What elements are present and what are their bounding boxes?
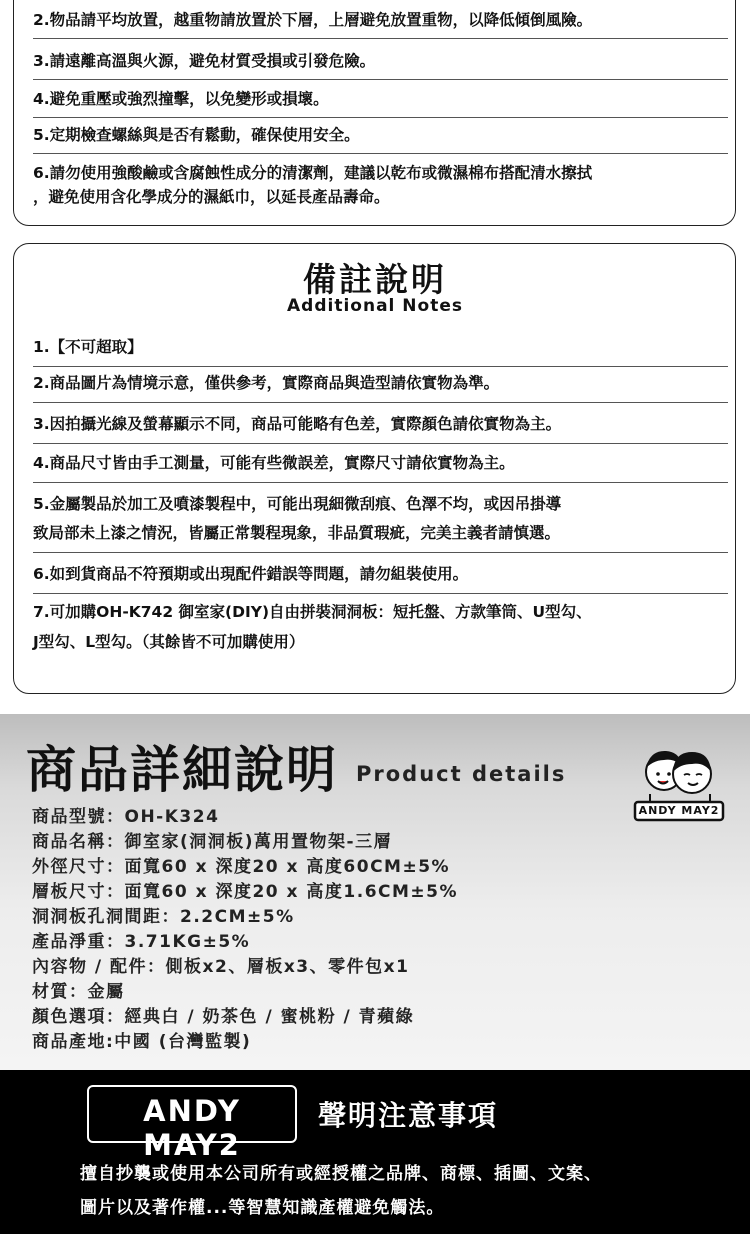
care-item-4: 4.避免重壓或強烈撞擊，以免變形或損壞。 (33, 87, 728, 118)
note-item-3: 3.因拍攝光線及螢幕顯示不同，商品可能略有色差，實際顏色請依實物為主。 (33, 409, 728, 444)
note-item-6: 6.如到貨商品不符預期或出現配件錯誤等問題，請勿組裝使用。 (33, 559, 728, 594)
spec-weight: 產品淨重：3.71KG±5% (32, 932, 251, 952)
details-title: 商品詳細說明 (26, 741, 338, 799)
note-item-5-cont: 致局部未上漆之情況，皆屬正常製程現象，非品質瑕疵，完美主義者請慎選。 (33, 518, 728, 553)
note-item-4: 4.商品尺寸皆由手工測量，可能有些微誤差，實際尺寸請依實物為主。 (33, 448, 728, 483)
note-item-2: 2.商品圖片為情境示意，僅供參考，實際商品與造型請依實物為準。 (33, 368, 728, 403)
spec-hole-spacing: 洞洞板孔洞間距：2.2CM±5% (32, 907, 295, 927)
spec-contents: 內容物 / 配件：側板x2、層板x3、零件包x1 (32, 957, 410, 977)
note-item-7: 7.可加購OH-K742 御室家(DIY)自由拼裝洞洞板：短托盤、方款筆筒、U型勾、 (33, 603, 592, 621)
spec-outer-size: 外徑尺寸：面寬60 x 深度20 x 高度60CM±5% (32, 857, 451, 877)
note-item-7-cont: J型勾、L型勾。（其餘皆不可加購使用） (33, 633, 305, 651)
notes-subtitle: Additional Notes (287, 296, 463, 316)
spec-colors: 顏色選項：經典白 / 奶茶色 / 蜜桃粉 / 青蘋綠 (32, 1007, 415, 1027)
care-item-3: 3.請遠離高溫與火源，避免材質受損或引發危險。 (33, 49, 728, 80)
note-item-5: 5.金屬製品於加工及噴漆製程中，可能出現細微刮痕、色澤不均，或因吊掛導 (33, 495, 562, 513)
mascot-logo-text: ANDY MAY2 (638, 804, 720, 817)
spec-name: 商品名稱：御室家(洞洞板)萬用置物架-三層 (32, 832, 393, 852)
footer-line-1: 擅自抄襲或使用本公司所有或經授權之品牌、商標、插圖、文案、 (80, 1164, 602, 1184)
care-item-6: 6.請勿使用強酸鹼或含腐蝕性成分的清潔劑，建議以乾布或微濕棉布搭配清水擦拭 (33, 164, 593, 182)
note-item-1: 1.【不可超取】 (33, 332, 728, 367)
notes-title: 備註說明 (303, 260, 447, 299)
spec-model: 商品型號：OH-K324 (32, 807, 220, 827)
care-item-5: 5.定期檢查螺絲與是否有鬆動，確保使用安全。 (33, 123, 728, 154)
spec-origin: 商品產地:中國 (台灣監製) (32, 1032, 252, 1052)
footer-line-2: 圖片以及著作權...等智慧知識產權避免觸法。 (80, 1198, 445, 1218)
footer-title: 聲明注意事項 (318, 1099, 499, 1132)
details-subtitle: Product details (356, 762, 567, 786)
care-item-2: 2.物品請平均放置，越重物請放置於下層，上層避免放置重物，以降低傾倒風險。 (33, 8, 728, 39)
brand-logo (87, 1085, 297, 1162)
spec-shelf-size: 層板尺寸：面寬60 x 深度20 x 高度1.6CM±5% (32, 882, 459, 902)
spec-material: 材質：金屬 (32, 982, 125, 1002)
brand-logo-text: ANDY MAY2 (143, 1094, 241, 1162)
care-item-6-cont: ，避免使用含化學成分的濕紙巾，以延長產品壽命。 (33, 188, 390, 206)
